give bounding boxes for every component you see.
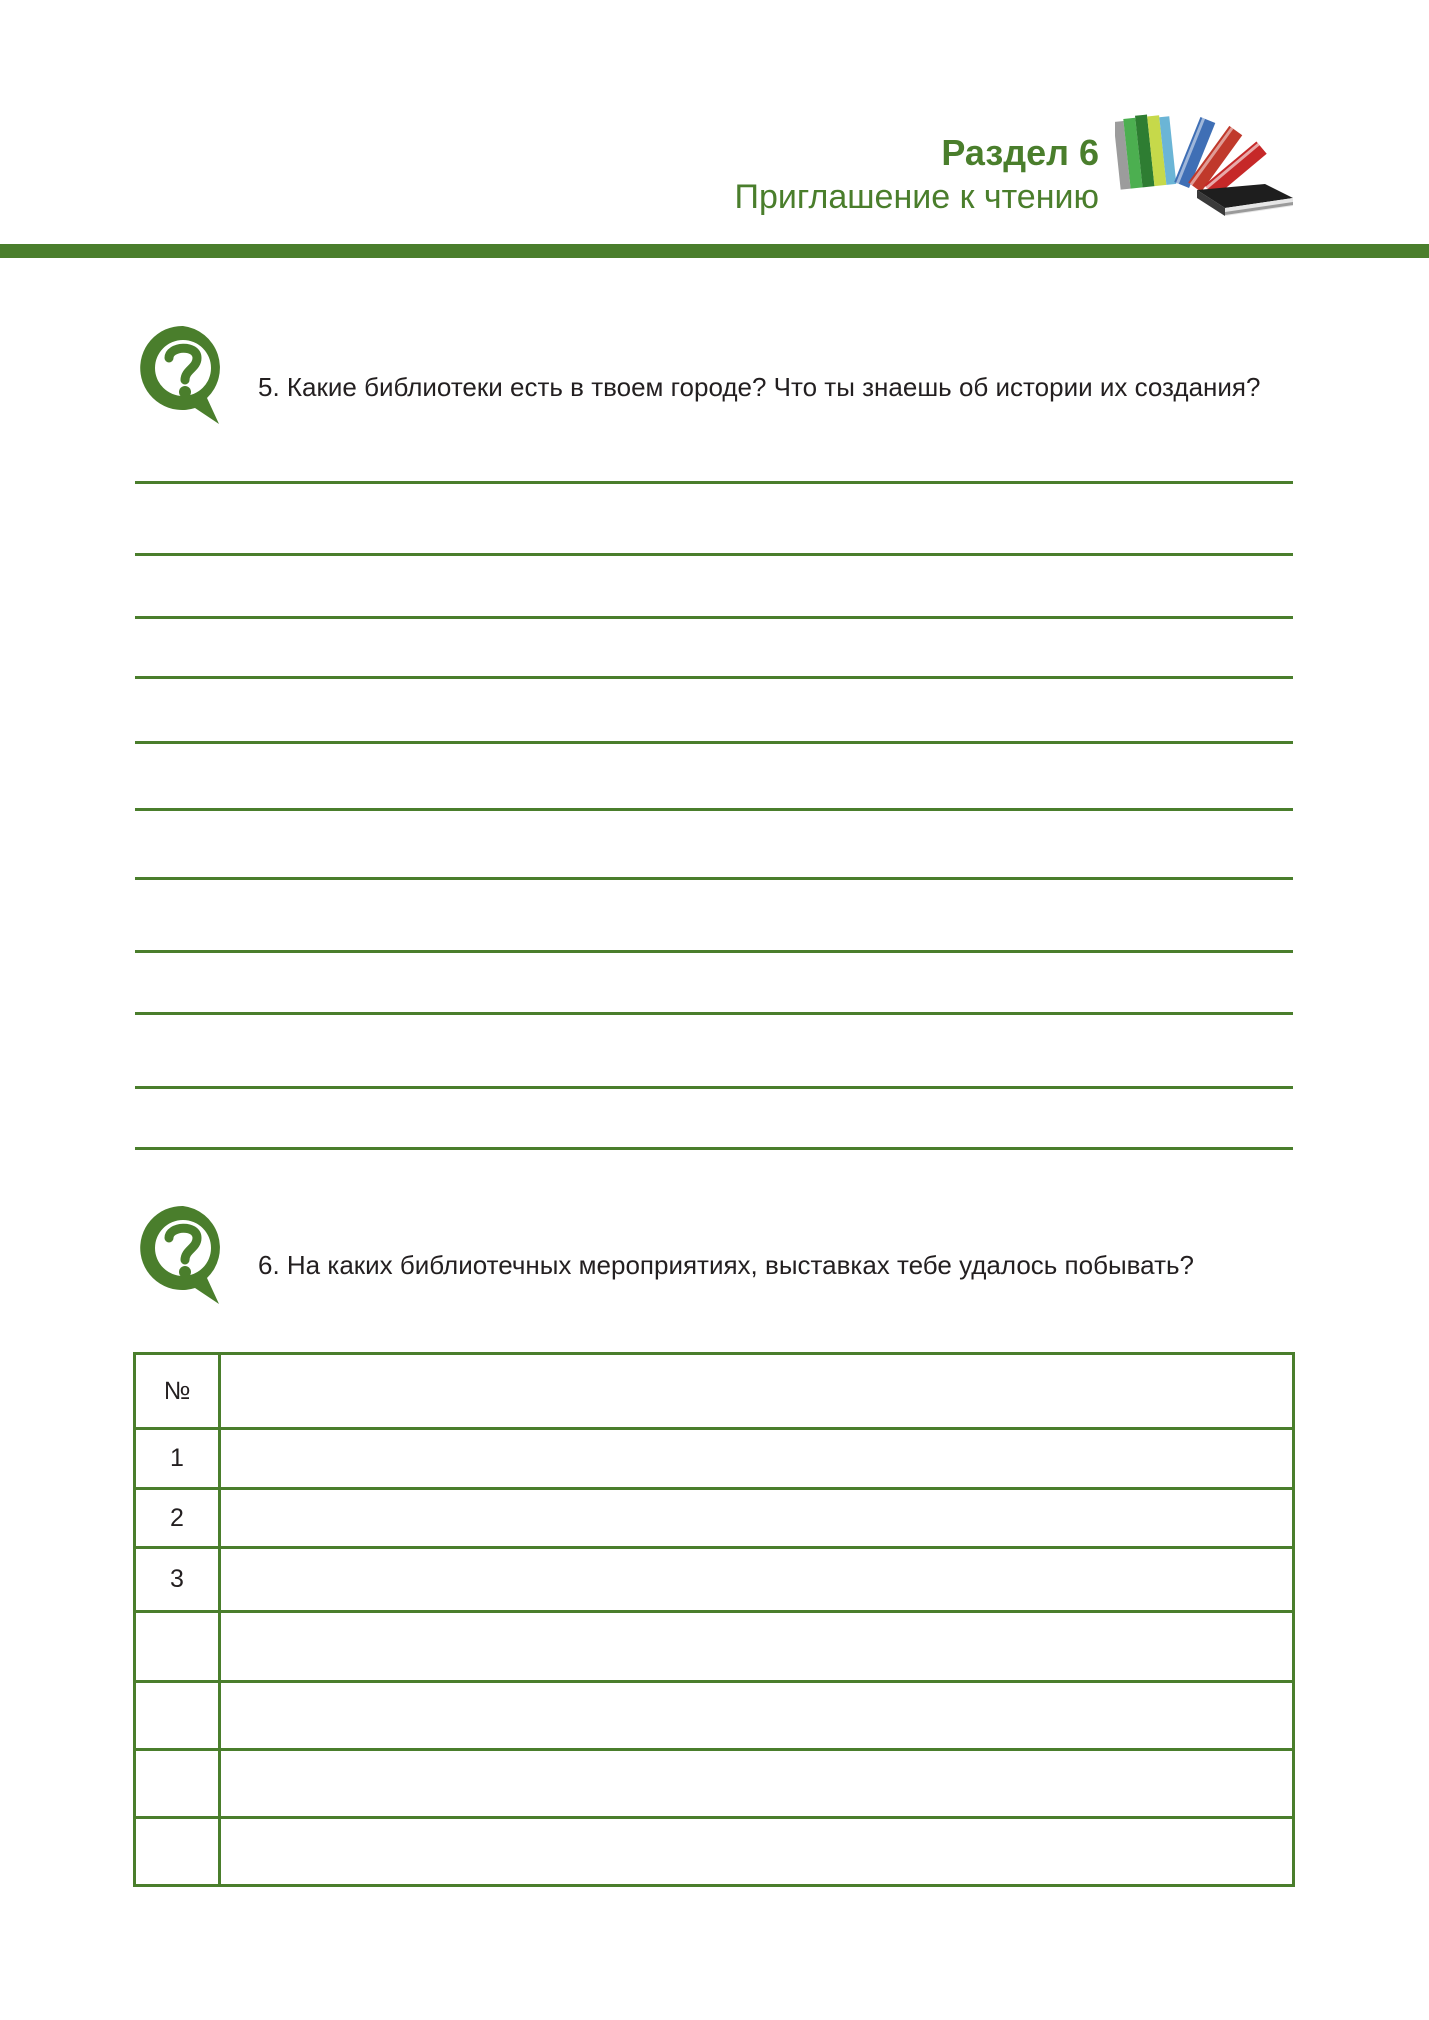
answer-line[interactable] <box>135 741 1293 744</box>
table-row <box>135 1548 1294 1612</box>
table-row <box>135 1818 1294 1886</box>
row-number: 2 <box>135 1489 220 1548</box>
table-row <box>135 1750 1294 1818</box>
answer-line[interactable] <box>135 676 1293 679</box>
answer-cell[interactable] <box>220 1489 1294 1548</box>
question-bubble-icon <box>133 318 235 426</box>
answer-line[interactable] <box>135 481 1293 484</box>
table-header-cell[interactable] <box>220 1354 1294 1429</box>
row-number: 3 <box>135 1548 220 1612</box>
row-number <box>135 1750 220 1818</box>
answer-line[interactable] <box>135 1147 1293 1150</box>
table-row <box>135 1429 1294 1489</box>
row-number <box>135 1818 220 1886</box>
section-subtitle: Приглашение к чтению <box>734 178 1099 216</box>
events-table <box>133 1352 1295 1887</box>
question-5-text: 5. Какие библиотеки есть в твоем городе? Что ты знаешь об истории их создания? <box>258 372 1261 402</box>
answer-line[interactable] <box>135 1086 1293 1089</box>
answer-cell[interactable] <box>220 1682 1294 1750</box>
answer-line[interactable] <box>135 616 1293 619</box>
table-row <box>135 1612 1294 1682</box>
header-divider <box>0 244 1429 258</box>
answer-cell[interactable] <box>220 1612 1294 1682</box>
answer-cell[interactable] <box>220 1818 1294 1886</box>
question-bubble-icon <box>133 1198 235 1306</box>
question-6-text: 6. На каких библиотечных мероприятиях, выставках тебе удалось побывать? <box>258 1250 1194 1280</box>
answer-line[interactable] <box>135 1012 1293 1015</box>
answer-line[interactable] <box>135 877 1293 880</box>
answer-cell[interactable] <box>220 1548 1294 1612</box>
row-number <box>135 1682 220 1750</box>
table-header-number: № <box>135 1354 220 1429</box>
answer-cell[interactable] <box>220 1750 1294 1818</box>
answer-line[interactable] <box>135 950 1293 953</box>
answer-line[interactable] <box>135 808 1293 811</box>
section-title: Раздел 6 <box>941 132 1099 173</box>
row-number: 1 <box>135 1429 220 1489</box>
answer-cell[interactable] <box>220 1429 1294 1489</box>
row-number <box>135 1612 220 1682</box>
table-header-row <box>135 1354 1294 1429</box>
table-row <box>135 1682 1294 1750</box>
books-stack-icon <box>1115 112 1300 224</box>
answer-line[interactable] <box>135 553 1293 556</box>
table-row <box>135 1489 1294 1548</box>
